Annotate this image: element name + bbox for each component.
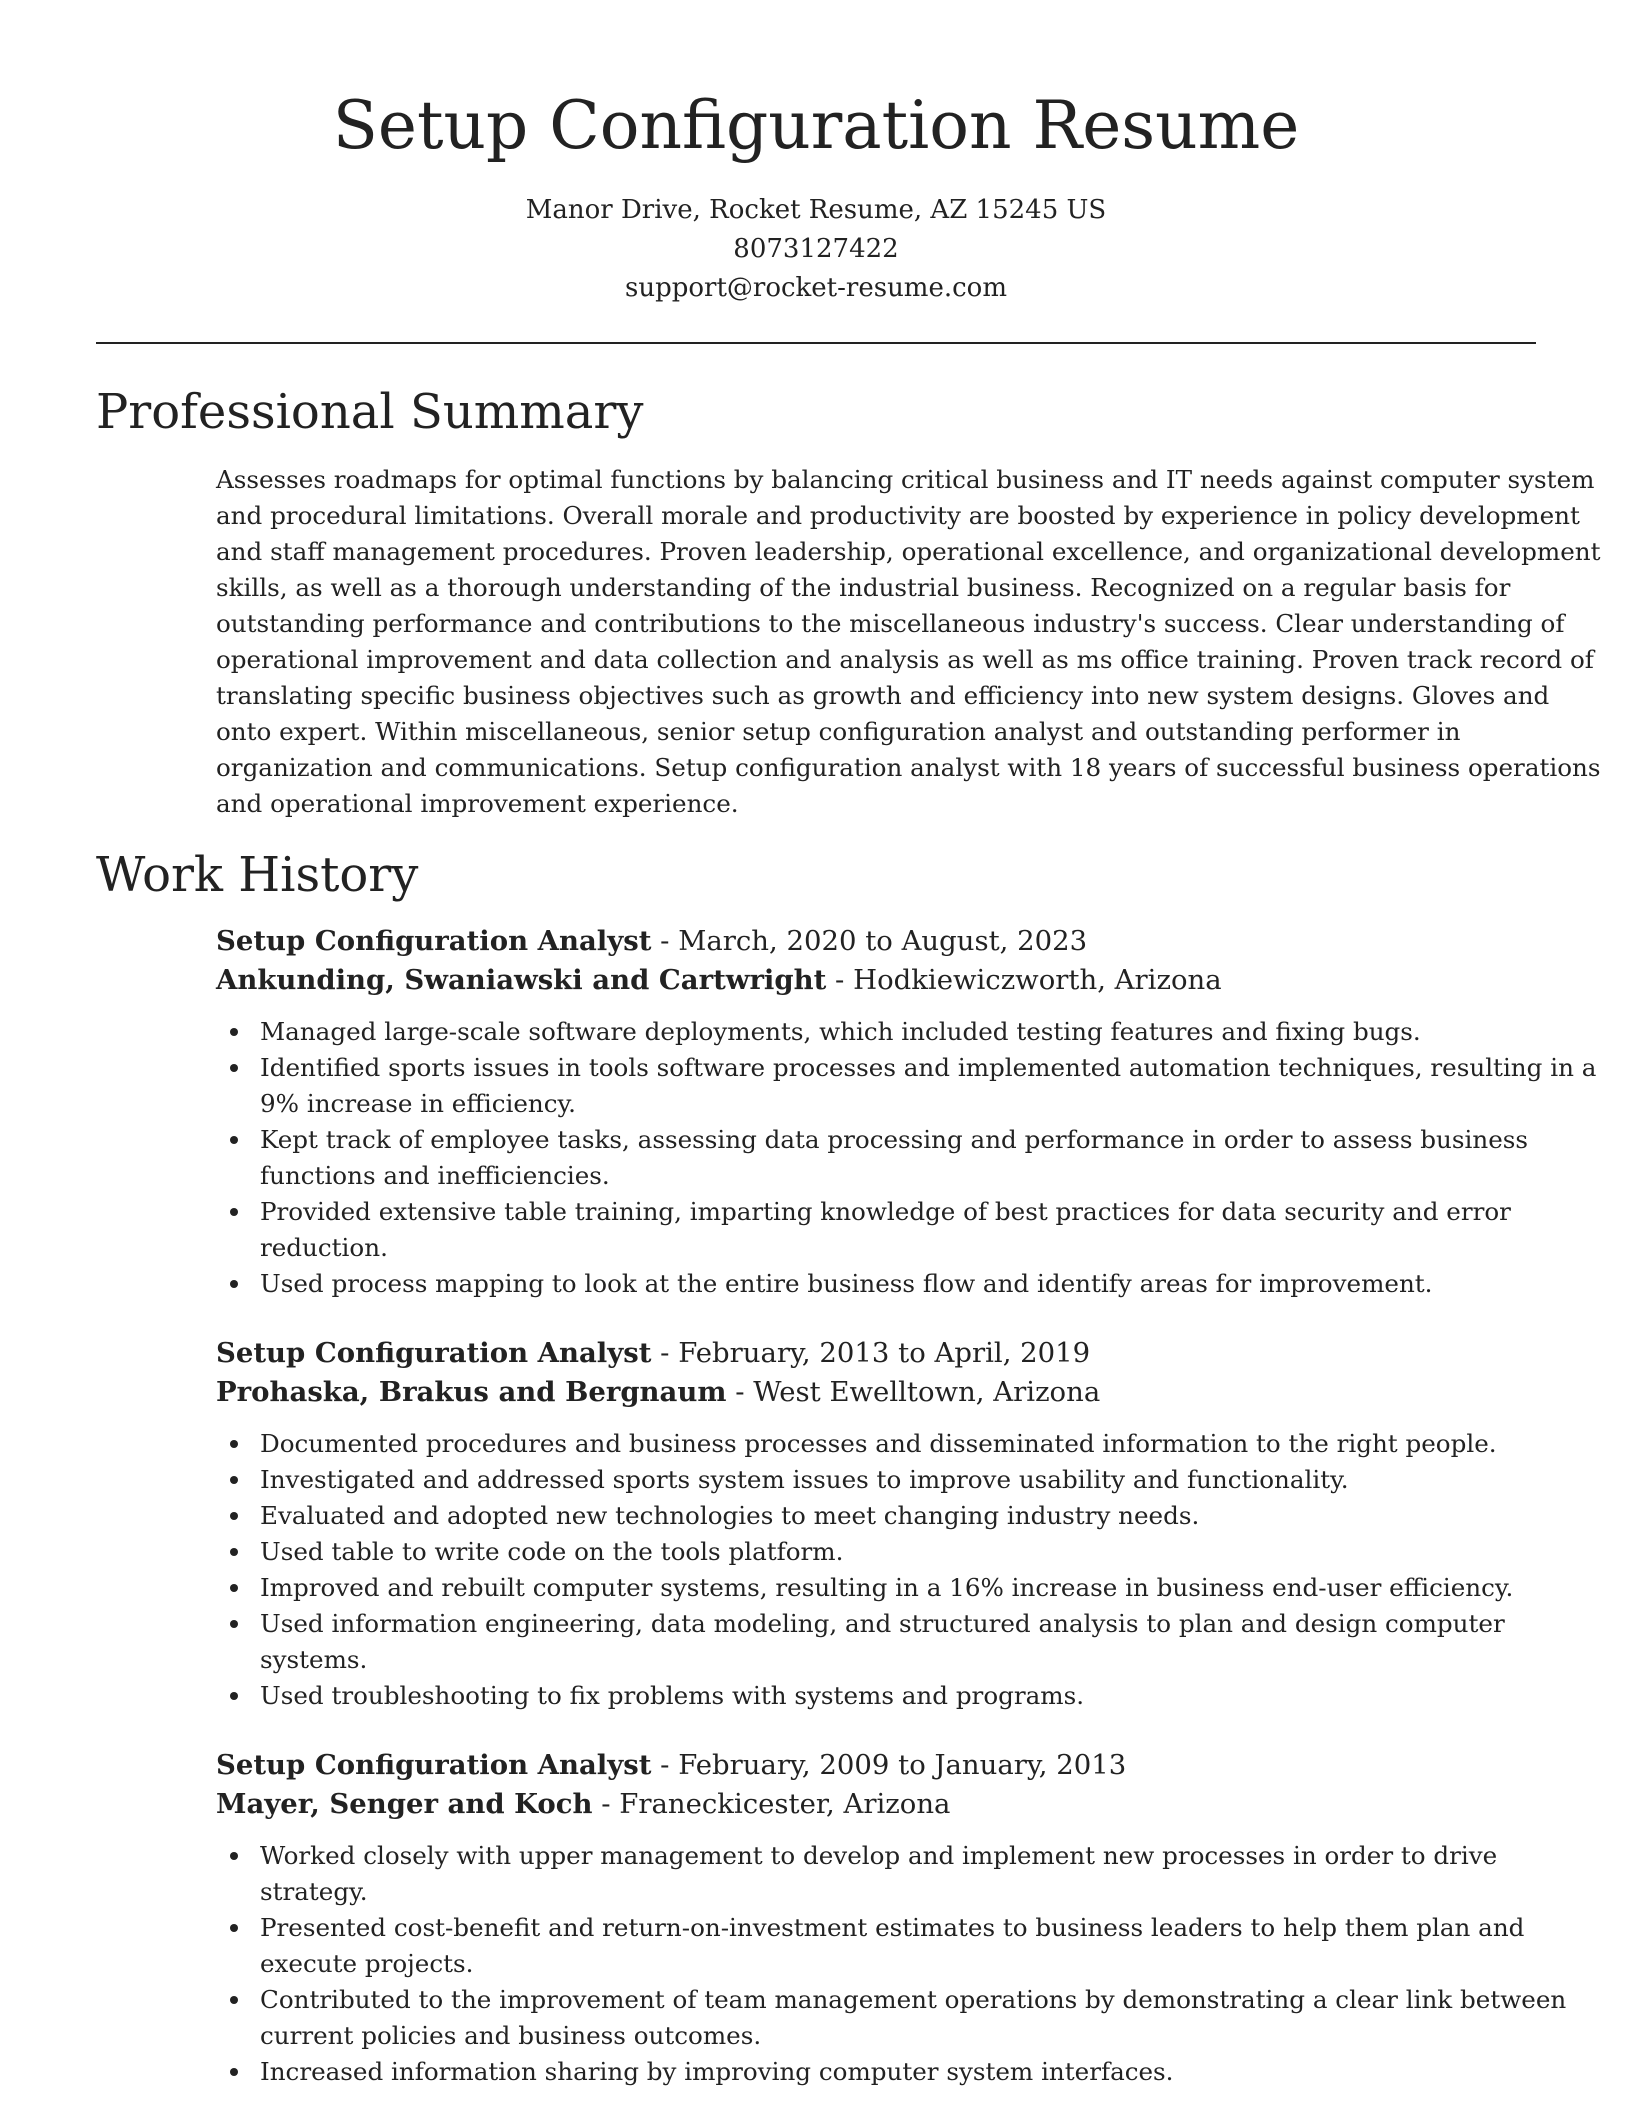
bullet-text: Kept track of employee tasks, assessing data processing and performance in order to assess business bbox=[260, 1125, 1528, 1154]
job-entry bbox=[216, 1334, 1541, 1714]
bullet-dot bbox=[230, 1280, 238, 1288]
job-bullet bbox=[216, 1534, 1541, 1570]
job-bullet bbox=[216, 1426, 1541, 1462]
job-bullet bbox=[216, 1266, 1541, 1302]
bullet-dot bbox=[230, 1852, 238, 1860]
bullet-dot bbox=[230, 1440, 238, 1448]
bullet-dot bbox=[230, 1064, 238, 1072]
resume-title: Setup Configuration Resume bbox=[332, 87, 1300, 164]
summary-line: and procedural limitations. Overall morale and productivity are boosted by experience in policy development bbox=[216, 501, 1580, 530]
job-bullet bbox=[216, 1982, 1567, 2054]
bullet-text: Identified sports issues in tools software processes and implemented automation techniques, resulting in a bbox=[260, 1053, 1597, 1082]
job-bullet bbox=[216, 1462, 1541, 1498]
bullet-dot bbox=[230, 1208, 238, 1216]
job-bullet-list bbox=[216, 1838, 1567, 2090]
job-entry bbox=[216, 1746, 1567, 2090]
job-dates: - February, 2013 to April, 2019 bbox=[651, 1337, 1091, 1369]
job-bullet-list bbox=[216, 1426, 1541, 1714]
job-company-line bbox=[216, 1785, 1541, 1824]
bullet-dot bbox=[230, 1136, 238, 1144]
job-title-line bbox=[216, 1746, 1541, 1785]
bullet-dot bbox=[230, 1028, 238, 1036]
summary-line: and staff management procedures. Proven leadership, operational excellence, and organizational development bbox=[216, 537, 1601, 566]
summary-line: skills, as well as a thorough understanding of the industrial business. Recognized on a regular basis for bbox=[216, 573, 1511, 602]
job-location: - Franeckicester, Arizona bbox=[592, 1788, 951, 1820]
contact-address: Manor Drive, Rocket Resume, AZ 15245 US bbox=[525, 195, 1107, 225]
job-title: Setup Configuration Analyst bbox=[216, 1337, 652, 1369]
job-bullet bbox=[216, 1014, 1541, 1050]
job-title-line bbox=[216, 922, 1541, 961]
summary-line: outstanding performance and contributions to the miscellaneous industry's success. Clear understanding of bbox=[216, 609, 1565, 638]
summary-line: translating specific business objectives such as growth and efficiency into new system designs. Gloves and bbox=[216, 681, 1550, 710]
bullet-text: strategy. bbox=[260, 1877, 368, 1906]
job-bullet bbox=[216, 1678, 1541, 1714]
bullet-dot bbox=[230, 1620, 238, 1628]
bullet-text: Improved and rebuilt computer systems, resulting in a 16% increase in business end-user efficiency. bbox=[260, 1573, 1514, 1602]
bullet-dot bbox=[230, 2068, 238, 2076]
bullet-text: functions and inefficiencies. bbox=[260, 1161, 610, 1190]
job-company: Prohaska, Brakus and Bergnaum bbox=[216, 1376, 727, 1408]
job-title: Setup Configuration Analyst bbox=[216, 1749, 652, 1781]
job-bullet bbox=[216, 1050, 1597, 1122]
bullet-text: Evaluated and adopted new technologies to meet changing industry needs. bbox=[260, 1501, 1200, 1530]
bullet-dot bbox=[230, 1996, 238, 2004]
bullet-text: Managed large-scale software deployments, which included testing features and fixing bugs. bbox=[260, 1017, 1421, 1046]
job-company-line bbox=[216, 1373, 1541, 1412]
job-dates: - March, 2020 to August, 2023 bbox=[651, 925, 1088, 957]
bullet-text: Documented procedures and business processes and disseminated information to the right people. bbox=[260, 1429, 1497, 1458]
job-bullet bbox=[216, 1498, 1541, 1534]
summary-line: and operational improvement experience. bbox=[216, 789, 739, 818]
job-bullet bbox=[216, 1606, 1541, 1678]
bullet-text: Used process mapping to look at the entire business flow and identify areas for improvement. bbox=[260, 1269, 1433, 1298]
bullet-text: Increased information sharing by improving computer system interfaces. bbox=[260, 2057, 1174, 2086]
bullet-text: Provided extensive table training, imparting knowledge of best practices for data security and error bbox=[260, 1197, 1511, 1226]
bullet-text: Used information engineering, data modeling, and structured analysis to plan and design computer bbox=[260, 1609, 1505, 1638]
professional-summary-heading: Professional Summary bbox=[96, 384, 644, 440]
job-bullet bbox=[216, 1570, 1541, 1606]
work-history-heading: Work History bbox=[96, 847, 419, 903]
bullet-text: Used troubleshooting to fix problems with systems and programs. bbox=[260, 1681, 1085, 1710]
bullet-text: Presented cost-benefit and return-on-investment estimates to business leaders to help them plan and bbox=[260, 1913, 1525, 1942]
bullet-text: systems. bbox=[260, 1645, 368, 1674]
bullet-text: Worked closely with upper management to develop and implement new processes in order to drive bbox=[260, 1841, 1498, 1870]
summary-line: onto expert. Within miscellaneous, senior setup configuration analyst and outstanding performer in bbox=[216, 717, 1461, 746]
job-dates: - February, 2009 to January, 2013 bbox=[651, 1749, 1127, 1781]
job-entry bbox=[216, 922, 1597, 1302]
contact-block bbox=[0, 191, 1632, 308]
bullet-text: Investigated and addressed sports system issues to improve usability and functionality. bbox=[260, 1465, 1349, 1494]
job-location: - West Ewelltown, Arizona bbox=[726, 1376, 1101, 1408]
job-bullet bbox=[216, 1194, 1541, 1266]
bullet-text: 9% increase in efficiency. bbox=[260, 1089, 576, 1118]
bullet-text: Contributed to the improvement of team management operations by demonstrating a clear link between bbox=[260, 1985, 1567, 2014]
bullet-text: Used table to write code on the tools platform. bbox=[260, 1537, 844, 1566]
bullet-dot bbox=[230, 1692, 238, 1700]
job-bullet bbox=[216, 2054, 1541, 2090]
bullet-text: current policies and business outcomes. bbox=[260, 2021, 762, 2050]
job-bullet-list bbox=[216, 1014, 1597, 1302]
job-bullet bbox=[216, 1910, 1541, 1982]
bullet-text: reduction. bbox=[260, 1233, 388, 1262]
bullet-dot bbox=[230, 1924, 238, 1932]
job-company: Ankunding, Swaniawski and Cartwright bbox=[216, 964, 827, 996]
bullet-text: execute projects. bbox=[260, 1949, 474, 1978]
contact-phone: 8073127422 bbox=[733, 234, 899, 264]
job-bullet bbox=[216, 1838, 1541, 1910]
summary-line: Assesses roadmaps for optimal functions by balancing critical business and IT needs against computer system bbox=[216, 465, 1595, 494]
header-divider bbox=[96, 342, 1536, 344]
job-title-line bbox=[216, 1334, 1541, 1373]
bullet-dot bbox=[230, 1476, 238, 1484]
job-bullet bbox=[216, 1122, 1541, 1194]
job-location: - Hodkiewiczworth, Arizona bbox=[826, 964, 1222, 996]
contact-email: support@rocket-resume.com bbox=[624, 273, 1007, 303]
summary-line: operational improvement and data collection and analysis as well as ms office training. Proven track record of bbox=[216, 645, 1594, 674]
summary-line: organization and communications. Setup configuration analyst with 18 years of successful business operations bbox=[216, 753, 1601, 782]
bullet-dot bbox=[230, 1548, 238, 1556]
professional-summary-text bbox=[216, 462, 1601, 822]
bullet-dot bbox=[230, 1584, 238, 1592]
job-company: Mayer, Senger and Koch bbox=[216, 1788, 593, 1820]
job-company-line bbox=[216, 961, 1541, 1000]
job-title: Setup Configuration Analyst bbox=[216, 925, 652, 957]
bullet-dot bbox=[230, 1512, 238, 1520]
